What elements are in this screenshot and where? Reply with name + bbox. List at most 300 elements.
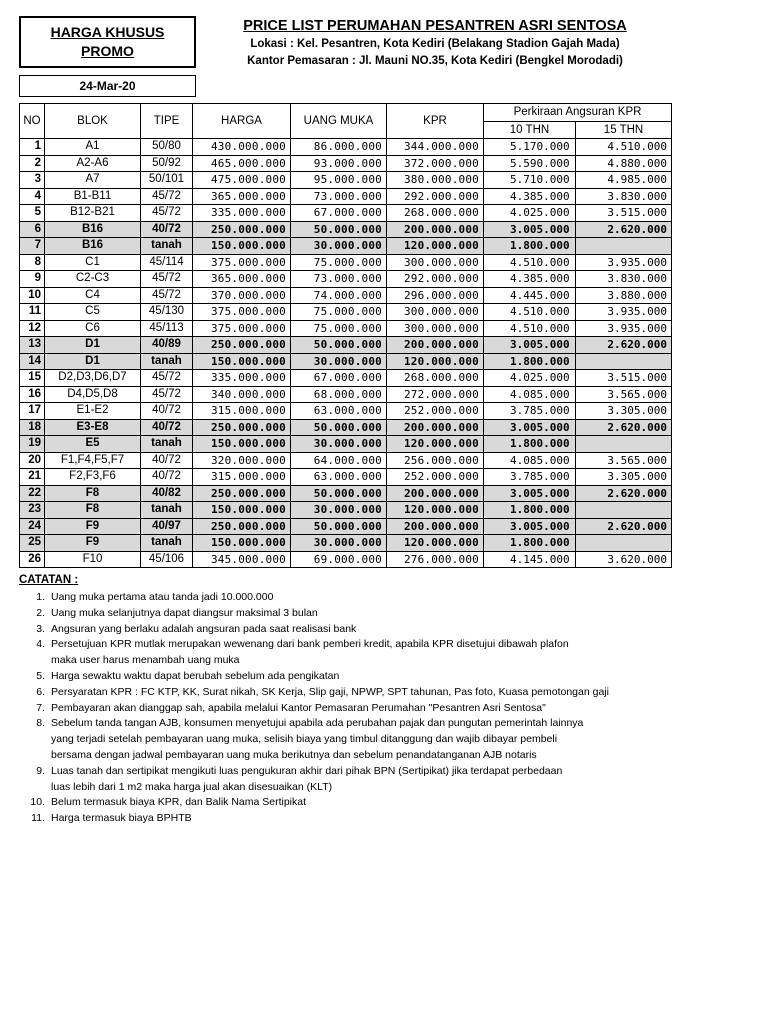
table-cell-harga: 335.000.000 bbox=[193, 205, 291, 222]
note-text: Pembayaran akan dianggap sah, apabila melalui Kantor Pemasaran Perumahan "Pesantren Asri Sentosa" bbox=[51, 701, 546, 714]
table-row bbox=[20, 205, 672, 222]
page-title: PRICE LIST PERUMAHAN PESANTREN ASRI SENTOSA bbox=[243, 18, 627, 34]
table-cell-angsuran-15: 3.880.000 bbox=[576, 287, 672, 304]
note-text: Luas tanah dan sertipikat mengikuti luas pengukuran akhir dari pihak BPN (Sertipikat) jika terdapat perbedaan bbox=[51, 764, 563, 777]
table-row bbox=[20, 139, 672, 156]
table-cell-no: 11 bbox=[20, 304, 45, 321]
table-cell-kpr: 256.000.000 bbox=[387, 452, 484, 469]
table-cell-uang-muka: 73.000.000 bbox=[291, 188, 387, 205]
note-number: 1. bbox=[36, 591, 45, 603]
table-cell-blok: A7 bbox=[45, 172, 141, 189]
table-cell-harga: 365.000.000 bbox=[193, 271, 291, 288]
table-cell-kpr: 200.000.000 bbox=[387, 419, 484, 436]
table-row bbox=[20, 419, 672, 436]
table-cell-no: 14 bbox=[20, 353, 45, 370]
table-cell-angsuran-15 bbox=[576, 436, 672, 453]
table-cell-no: 21 bbox=[20, 469, 45, 486]
table-row bbox=[20, 535, 672, 552]
col-header-uang-muka: UANG MUKA bbox=[291, 104, 387, 139]
table-cell-angsuran-15: 3.305.000 bbox=[576, 469, 672, 486]
table-row bbox=[20, 353, 672, 370]
table-cell-no: 26 bbox=[20, 551, 45, 568]
note-item bbox=[19, 811, 679, 827]
table-cell-tipe: 45/113 bbox=[141, 320, 193, 337]
table-cell-angsuran-15 bbox=[576, 238, 672, 255]
table-cell-harga: 335.000.000 bbox=[193, 370, 291, 387]
table-cell-angsuran-10: 1.800.000 bbox=[484, 535, 576, 552]
table-cell-uang-muka: 75.000.000 bbox=[291, 304, 387, 321]
price-table-body bbox=[20, 139, 672, 568]
table-cell-angsuran-10: 5.590.000 bbox=[484, 155, 576, 172]
table-cell-angsuran-15: 2.620.000 bbox=[576, 221, 672, 238]
table-cell-tipe: tanah bbox=[141, 353, 193, 370]
table-cell-angsuran-15: 2.620.000 bbox=[576, 337, 672, 354]
table-cell-angsuran-15 bbox=[576, 535, 672, 552]
table-cell-blok: D2,D3,D6,D7 bbox=[45, 370, 141, 387]
note-number: 8. bbox=[36, 717, 45, 730]
note-number: 11. bbox=[31, 812, 45, 825]
table-cell-tipe: 40/72 bbox=[141, 403, 193, 420]
table-cell-angsuran-15: 4.510.000 bbox=[576, 139, 672, 156]
table-row bbox=[20, 254, 672, 271]
table-cell-blok: A1 bbox=[45, 139, 141, 156]
note-number: 7. bbox=[36, 701, 45, 714]
table-cell-angsuran-15: 3.830.000 bbox=[576, 271, 672, 288]
table-cell-angsuran-15: 2.620.000 bbox=[576, 485, 672, 502]
table-cell-blok: C1 bbox=[45, 254, 141, 271]
table-cell-blok: E3-E8 bbox=[45, 419, 141, 436]
table-cell-angsuran-10: 3.785.000 bbox=[484, 469, 576, 486]
table-cell-uang-muka: 67.000.000 bbox=[291, 205, 387, 222]
table-cell-no: 18 bbox=[20, 419, 45, 436]
table-cell-tipe: 40/82 bbox=[141, 485, 193, 502]
table-cell-blok: B12-B21 bbox=[45, 205, 141, 222]
table-cell-angsuran-10: 1.800.000 bbox=[484, 238, 576, 255]
table-cell-kpr: 252.000.000 bbox=[387, 403, 484, 420]
note-item bbox=[19, 732, 679, 748]
table-cell-kpr: 120.000.000 bbox=[387, 238, 484, 255]
table-cell-angsuran-10: 5.710.000 bbox=[484, 172, 576, 189]
table-row bbox=[20, 386, 672, 403]
note-item bbox=[19, 606, 679, 622]
note-text: yang terjadi setelah pembayaran uang muka, selisih biaya yang timbul ditanggung dan wajib dibayar pembeli bbox=[51, 733, 558, 746]
table-cell-uang-muka: 50.000.000 bbox=[291, 419, 387, 436]
table-cell-harga: 375.000.000 bbox=[193, 304, 291, 321]
table-cell-tipe: tanah bbox=[141, 238, 193, 255]
table-cell-angsuran-15: 3.830.000 bbox=[576, 188, 672, 205]
table-cell-blok: D4,D5,D8 bbox=[45, 386, 141, 403]
col-header-angsuran: Perkiraan Angsuran KPR bbox=[484, 104, 672, 122]
table-cell-tipe: 45/72 bbox=[141, 386, 193, 403]
table-cell-tipe: 45/72 bbox=[141, 287, 193, 304]
table-cell-kpr: 380.000.000 bbox=[387, 172, 484, 189]
table-cell-tipe: 45/114 bbox=[141, 254, 193, 271]
table-cell-harga: 150.000.000 bbox=[193, 502, 291, 519]
table-cell-kpr: 296.000.000 bbox=[387, 287, 484, 304]
table-cell-no: 24 bbox=[20, 518, 45, 535]
table-cell-uang-muka: 50.000.000 bbox=[291, 518, 387, 535]
note-text: Persyaratan KPR : FC KTP, KK, Surat nikah, SK Kerja, Slip gaji, NPWP, SPT tahunan, Pas foto, Kuasa pemotongan gaji bbox=[51, 685, 609, 698]
note-number bbox=[19, 653, 51, 669]
note-item bbox=[19, 669, 679, 685]
table-row bbox=[20, 221, 672, 238]
table-cell-angsuran-15 bbox=[576, 353, 672, 370]
table-cell-kpr: 120.000.000 bbox=[387, 502, 484, 519]
table-cell-angsuran-15: 3.935.000 bbox=[576, 304, 672, 321]
table-cell-kpr: 292.000.000 bbox=[387, 271, 484, 288]
table-cell-angsuran-10: 5.170.000 bbox=[484, 139, 576, 156]
table-cell-no: 25 bbox=[20, 535, 45, 552]
table-cell-no: 22 bbox=[20, 485, 45, 502]
table-cell-angsuran-10: 4.510.000 bbox=[484, 304, 576, 321]
note-number: 5. bbox=[36, 669, 45, 682]
table-cell-angsuran-10: 4.025.000 bbox=[484, 205, 576, 222]
table-row bbox=[20, 485, 672, 502]
table-cell-blok: C5 bbox=[45, 304, 141, 321]
note-text: Harga sewaktu waktu dapat berubah sebelum ada pengikatan bbox=[51, 669, 340, 682]
promo-box bbox=[19, 16, 196, 68]
note-text: Harga termasuk biaya BPHTB bbox=[51, 812, 192, 825]
note-item bbox=[19, 780, 679, 796]
table-row bbox=[20, 188, 672, 205]
table-cell-angsuran-10: 3.005.000 bbox=[484, 518, 576, 535]
notes-title: CATATAN : bbox=[19, 574, 79, 586]
date-box: 24-Mar-20 bbox=[19, 75, 196, 97]
table-cell-no: 20 bbox=[20, 452, 45, 469]
table-cell-uang-muka: 75.000.000 bbox=[291, 320, 387, 337]
table-cell-uang-muka: 30.000.000 bbox=[291, 535, 387, 552]
table-row bbox=[20, 502, 672, 519]
table-cell-angsuran-10: 4.085.000 bbox=[484, 386, 576, 403]
note-text: bersama dengan jadwal pembayaran uang muka berikutnya dan sebelum penandatanganan AJB notaris bbox=[51, 748, 537, 761]
note-number bbox=[19, 780, 51, 796]
table-cell-angsuran-15 bbox=[576, 502, 672, 519]
table-cell-blok: C6 bbox=[45, 320, 141, 337]
table-cell-angsuran-10: 4.510.000 bbox=[484, 320, 576, 337]
table-cell-blok: F10 bbox=[45, 551, 141, 568]
table-cell-angsuran-10: 4.385.000 bbox=[484, 188, 576, 205]
table-cell-uang-muka: 30.000.000 bbox=[291, 353, 387, 370]
table-cell-blok: C2-C3 bbox=[45, 271, 141, 288]
table-cell-uang-muka: 63.000.000 bbox=[291, 403, 387, 420]
col-header-harga: HARGA bbox=[193, 104, 291, 139]
table-cell-kpr: 300.000.000 bbox=[387, 320, 484, 337]
table-cell-tipe: 45/72 bbox=[141, 271, 193, 288]
table-cell-no: 1 bbox=[20, 139, 45, 156]
table-cell-blok: F9 bbox=[45, 518, 141, 535]
table-cell-no: 3 bbox=[20, 172, 45, 189]
col-header-10thn: 10 THN bbox=[484, 122, 576, 139]
note-text: Sebelum tanda tangan AJB, konsumen menyetujui apabila ada perubahan pajak dan pungutan pemerintah lainnya bbox=[51, 717, 584, 730]
table-cell-no: 23 bbox=[20, 502, 45, 519]
table-cell-blok: B16 bbox=[45, 221, 141, 238]
promo-line1: HARGA KHUSUS bbox=[50, 24, 165, 40]
note-text: Belum termasuk biaya KPR, dan Balik Nama Sertipikat bbox=[51, 796, 307, 809]
table-cell-blok: F8 bbox=[45, 485, 141, 502]
table-cell-no: 16 bbox=[20, 386, 45, 403]
table-cell-angsuran-10: 4.085.000 bbox=[484, 452, 576, 469]
col-header-no: NO bbox=[20, 104, 45, 139]
table-cell-tipe: tanah bbox=[141, 502, 193, 519]
note-item bbox=[19, 764, 679, 780]
table-cell-angsuran-15: 2.620.000 bbox=[576, 518, 672, 535]
table-cell-angsuran-10: 4.510.000 bbox=[484, 254, 576, 271]
table-row bbox=[20, 238, 672, 255]
table-cell-angsuran-10: 3.785.000 bbox=[484, 403, 576, 420]
note-number: 4. bbox=[36, 638, 45, 651]
table-cell-tipe: tanah bbox=[141, 535, 193, 552]
note-item bbox=[19, 637, 679, 653]
table-cell-blok: F8 bbox=[45, 502, 141, 519]
note-item bbox=[19, 748, 679, 764]
table-cell-no: 9 bbox=[20, 271, 45, 288]
table-cell-tipe: 45/72 bbox=[141, 188, 193, 205]
table-cell-no: 12 bbox=[20, 320, 45, 337]
office-line: Kantor Pemasaran : Jl. Mauni NO.35, Kota Kediri (Bengkel Morodadi) bbox=[247, 55, 623, 67]
table-cell-harga: 320.000.000 bbox=[193, 452, 291, 469]
table-cell-uang-muka: 30.000.000 bbox=[291, 238, 387, 255]
table-cell-kpr: 300.000.000 bbox=[387, 304, 484, 321]
table-cell-no: 13 bbox=[20, 337, 45, 354]
note-text: maka user harus menambah uang muka bbox=[51, 654, 240, 667]
table-cell-no: 4 bbox=[20, 188, 45, 205]
table-cell-tipe: 40/72 bbox=[141, 419, 193, 436]
table-cell-harga: 315.000.000 bbox=[193, 469, 291, 486]
table-cell-no: 5 bbox=[20, 205, 45, 222]
table-cell-harga: 150.000.000 bbox=[193, 436, 291, 453]
table-cell-angsuran-15: 3.565.000 bbox=[576, 452, 672, 469]
note-item bbox=[19, 622, 679, 638]
table-cell-angsuran-15: 2.620.000 bbox=[576, 419, 672, 436]
table-cell-harga: 250.000.000 bbox=[193, 518, 291, 535]
table-cell-angsuran-10: 3.005.000 bbox=[484, 419, 576, 436]
table-cell-angsuran-15: 3.935.000 bbox=[576, 320, 672, 337]
table-cell-angsuran-10: 1.800.000 bbox=[484, 502, 576, 519]
table-cell-kpr: 120.000.000 bbox=[387, 436, 484, 453]
table-cell-uang-muka: 93.000.000 bbox=[291, 155, 387, 172]
table-cell-blok: F2,F3,F6 bbox=[45, 469, 141, 486]
col-header-tipe: TIPE bbox=[141, 104, 193, 139]
notes-list bbox=[19, 590, 679, 827]
note-text: Uang muka pertama atau tanda jadi 10.000.000 bbox=[51, 591, 274, 603]
table-cell-blok: B16 bbox=[45, 238, 141, 255]
note-item bbox=[19, 795, 679, 811]
table-cell-tipe: 45/106 bbox=[141, 551, 193, 568]
table-cell-harga: 370.000.000 bbox=[193, 287, 291, 304]
table-cell-blok: B1-B11 bbox=[45, 188, 141, 205]
table-cell-angsuran-15: 3.620.000 bbox=[576, 551, 672, 568]
table-row bbox=[20, 304, 672, 321]
table-cell-harga: 475.000.000 bbox=[193, 172, 291, 189]
table-cell-uang-muka: 64.000.000 bbox=[291, 452, 387, 469]
note-text: Angsuran yang berlaku adalah angsuran pada saat realisasi bank bbox=[51, 622, 357, 635]
table-cell-harga: 250.000.000 bbox=[193, 419, 291, 436]
table-cell-blok: A2-A6 bbox=[45, 155, 141, 172]
col-header-kpr: KPR bbox=[387, 104, 484, 139]
table-cell-angsuran-10: 3.005.000 bbox=[484, 337, 576, 354]
table-cell-harga: 465.000.000 bbox=[193, 155, 291, 172]
table-cell-uang-muka: 95.000.000 bbox=[291, 172, 387, 189]
note-number: 6. bbox=[36, 685, 45, 698]
table-cell-tipe: 45/72 bbox=[141, 205, 193, 222]
table-cell-kpr: 200.000.000 bbox=[387, 221, 484, 238]
table-cell-angsuran-10: 3.005.000 bbox=[484, 485, 576, 502]
table-cell-harga: 315.000.000 bbox=[193, 403, 291, 420]
document-header bbox=[200, 16, 670, 70]
table-cell-angsuran-10: 4.145.000 bbox=[484, 551, 576, 568]
table-cell-uang-muka: 73.000.000 bbox=[291, 271, 387, 288]
table-cell-angsuran-15: 3.935.000 bbox=[576, 254, 672, 271]
table-cell-angsuran-10: 4.385.000 bbox=[484, 271, 576, 288]
table-cell-uang-muka: 67.000.000 bbox=[291, 370, 387, 387]
table-cell-kpr: 292.000.000 bbox=[387, 188, 484, 205]
table-cell-harga: 150.000.000 bbox=[193, 535, 291, 552]
table-cell-harga: 375.000.000 bbox=[193, 254, 291, 271]
table-cell-harga: 375.000.000 bbox=[193, 320, 291, 337]
table-cell-uang-muka: 75.000.000 bbox=[291, 254, 387, 271]
table-cell-tipe: 45/72 bbox=[141, 370, 193, 387]
table-cell-tipe: 50/80 bbox=[141, 139, 193, 156]
table-cell-blok: E5 bbox=[45, 436, 141, 453]
table-row bbox=[20, 469, 672, 486]
table-row bbox=[20, 172, 672, 189]
table-cell-kpr: 300.000.000 bbox=[387, 254, 484, 271]
note-text: Uang muka selanjutnya dapat diangsur maksimal 3 bulan bbox=[51, 606, 318, 619]
note-number: 10. bbox=[30, 796, 45, 809]
table-cell-angsuran-15: 3.515.000 bbox=[576, 370, 672, 387]
price-table bbox=[19, 103, 672, 568]
note-number: 9. bbox=[36, 764, 45, 777]
table-cell-angsuran-15: 3.565.000 bbox=[576, 386, 672, 403]
table-cell-harga: 250.000.000 bbox=[193, 337, 291, 354]
table-cell-angsuran-10: 4.445.000 bbox=[484, 287, 576, 304]
table-cell-no: 15 bbox=[20, 370, 45, 387]
table-cell-kpr: 276.000.000 bbox=[387, 551, 484, 568]
promo-line2: PROMO bbox=[81, 43, 134, 59]
table-cell-kpr: 344.000.000 bbox=[387, 139, 484, 156]
table-cell-kpr: 200.000.000 bbox=[387, 485, 484, 502]
table-row bbox=[20, 320, 672, 337]
table-row bbox=[20, 518, 672, 535]
table-cell-tipe: 40/72 bbox=[141, 221, 193, 238]
table-cell-tipe: 40/72 bbox=[141, 469, 193, 486]
note-text: Persetujuan KPR mutlak merupakan wewenang dari bank pemberi kredit, apabila KPR disetujui dibawah plafon bbox=[51, 638, 569, 651]
table-cell-kpr: 372.000.000 bbox=[387, 155, 484, 172]
table-row bbox=[20, 452, 672, 469]
note-number bbox=[19, 732, 51, 748]
table-cell-angsuran-15: 3.305.000 bbox=[576, 403, 672, 420]
table-cell-angsuran-10: 1.800.000 bbox=[484, 436, 576, 453]
table-cell-harga: 250.000.000 bbox=[193, 221, 291, 238]
table-cell-tipe: 40/97 bbox=[141, 518, 193, 535]
note-item bbox=[19, 590, 679, 606]
table-cell-kpr: 200.000.000 bbox=[387, 337, 484, 354]
table-cell-uang-muka: 30.000.000 bbox=[291, 436, 387, 453]
table-cell-tipe: 50/101 bbox=[141, 172, 193, 189]
table-cell-uang-muka: 50.000.000 bbox=[291, 221, 387, 238]
notes-section bbox=[19, 573, 679, 827]
table-cell-no: 2 bbox=[20, 155, 45, 172]
table-cell-tipe: 40/72 bbox=[141, 452, 193, 469]
table-cell-tipe: 40/89 bbox=[141, 337, 193, 354]
table-cell-angsuran-10: 3.005.000 bbox=[484, 221, 576, 238]
table-cell-harga: 150.000.000 bbox=[193, 238, 291, 255]
table-row bbox=[20, 403, 672, 420]
table-cell-uang-muka: 68.000.000 bbox=[291, 386, 387, 403]
table-row bbox=[20, 271, 672, 288]
col-header-15thn: 15 THN bbox=[576, 122, 672, 139]
table-cell-no: 17 bbox=[20, 403, 45, 420]
table-cell-harga: 430.000.000 bbox=[193, 139, 291, 156]
table-cell-kpr: 120.000.000 bbox=[387, 353, 484, 370]
table-cell-kpr: 272.000.000 bbox=[387, 386, 484, 403]
table-cell-angsuran-15: 4.985.000 bbox=[576, 172, 672, 189]
col-header-blok: BLOK bbox=[45, 104, 141, 139]
table-cell-angsuran-10: 4.025.000 bbox=[484, 370, 576, 387]
table-cell-angsuran-10: 1.800.000 bbox=[484, 353, 576, 370]
table-row bbox=[20, 337, 672, 354]
table-cell-uang-muka: 50.000.000 bbox=[291, 337, 387, 354]
table-cell-angsuran-15: 4.880.000 bbox=[576, 155, 672, 172]
table-cell-uang-muka: 30.000.000 bbox=[291, 502, 387, 519]
table-cell-kpr: 268.000.000 bbox=[387, 370, 484, 387]
table-cell-uang-muka: 86.000.000 bbox=[291, 139, 387, 156]
table-row bbox=[20, 155, 672, 172]
table-row bbox=[20, 370, 672, 387]
note-number: 3. bbox=[36, 622, 45, 635]
table-cell-no: 19 bbox=[20, 436, 45, 453]
table-cell-kpr: 200.000.000 bbox=[387, 518, 484, 535]
table-cell-uang-muka: 50.000.000 bbox=[291, 485, 387, 502]
table-cell-no: 8 bbox=[20, 254, 45, 271]
table-cell-kpr: 120.000.000 bbox=[387, 535, 484, 552]
note-item bbox=[19, 653, 679, 669]
table-row bbox=[20, 436, 672, 453]
table-cell-no: 6 bbox=[20, 221, 45, 238]
note-item bbox=[19, 685, 679, 701]
table-cell-tipe: 50/92 bbox=[141, 155, 193, 172]
table-cell-blok: D1 bbox=[45, 353, 141, 370]
note-item bbox=[19, 716, 679, 732]
table-cell-angsuran-15: 3.515.000 bbox=[576, 205, 672, 222]
table-cell-tipe: 45/130 bbox=[141, 304, 193, 321]
table-cell-harga: 150.000.000 bbox=[193, 353, 291, 370]
table-cell-no: 10 bbox=[20, 287, 45, 304]
table-cell-kpr: 252.000.000 bbox=[387, 469, 484, 486]
table-cell-harga: 340.000.000 bbox=[193, 386, 291, 403]
table-row bbox=[20, 287, 672, 304]
note-text: luas lebih dari 1 m2 maka harga jual akan disesuaikan (KLT) bbox=[51, 780, 333, 793]
location-line: Lokasi : Kel. Pesantren, Kota Kediri (Belakang Stadion Gajah Mada) bbox=[250, 38, 620, 50]
table-cell-blok: E1-E2 bbox=[45, 403, 141, 420]
table-cell-blok: D1 bbox=[45, 337, 141, 354]
note-number: 2. bbox=[36, 606, 45, 619]
table-cell-harga: 365.000.000 bbox=[193, 188, 291, 205]
table-cell-harga: 250.000.000 bbox=[193, 485, 291, 502]
table-row bbox=[20, 551, 672, 568]
table-cell-harga: 345.000.000 bbox=[193, 551, 291, 568]
note-number bbox=[19, 748, 51, 764]
table-cell-uang-muka: 74.000.000 bbox=[291, 287, 387, 304]
table-cell-tipe: tanah bbox=[141, 436, 193, 453]
table-cell-blok: F9 bbox=[45, 535, 141, 552]
table-cell-blok: F1,F4,F5,F7 bbox=[45, 452, 141, 469]
table-cell-kpr: 268.000.000 bbox=[387, 205, 484, 222]
note-item bbox=[19, 701, 679, 717]
table-cell-uang-muka: 63.000.000 bbox=[291, 469, 387, 486]
table-cell-blok: C4 bbox=[45, 287, 141, 304]
table-cell-uang-muka: 69.000.000 bbox=[291, 551, 387, 568]
